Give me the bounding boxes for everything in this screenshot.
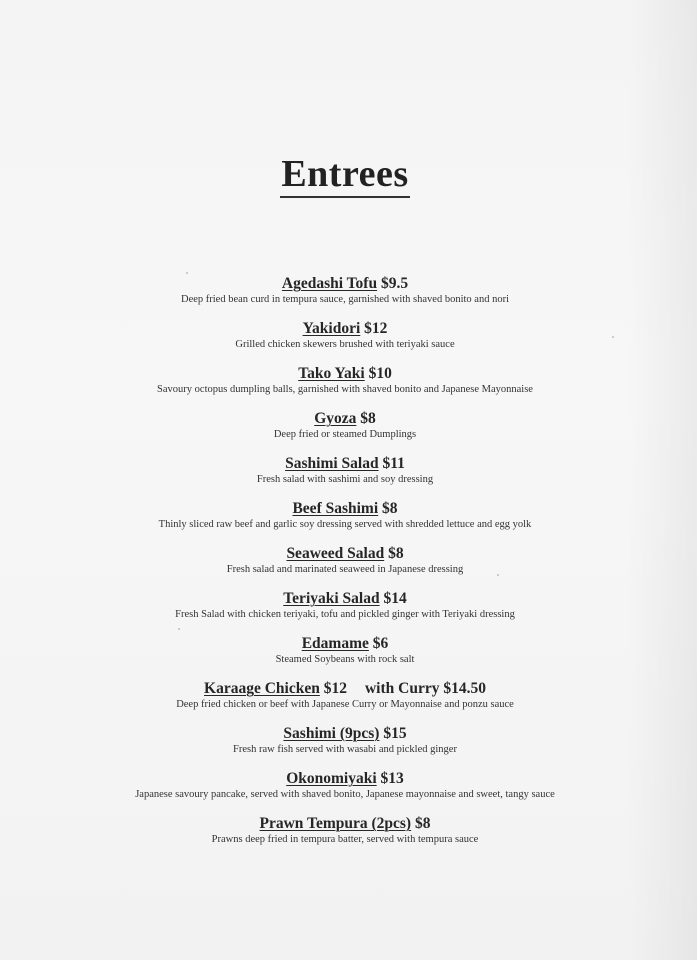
item-heading [0, 364, 690, 383]
item-description: Prawns deep fried in tempura batter, served with tempura sauce [211, 834, 479, 845]
item-name: Agedashi Tofu [281, 275, 378, 292]
item-price: $6 [372, 635, 389, 652]
item-price: $14 [383, 590, 407, 607]
item-price: $8 [360, 410, 376, 427]
paper-speck [178, 628, 180, 630]
item-description: Deep fried chicken or beef with Japanese Curry or Mayonnaise and ponzu sauce [176, 699, 514, 710]
item-name: Teriyaki Salad [283, 590, 380, 607]
item-heading [0, 274, 690, 293]
item-heading [0, 814, 690, 833]
item-price: $9.5 [380, 275, 409, 292]
item-price: $8 [382, 500, 398, 517]
item-price: $8 [388, 545, 404, 562]
menu-item [0, 634, 690, 679]
item-name: Edamame [301, 635, 369, 652]
item-description: Fresh raw fish served with wasabi and pickled ginger [233, 744, 457, 755]
item-name: Seaweed Salad [286, 545, 385, 562]
item-heading [0, 319, 690, 338]
item-price: $13 [380, 770, 404, 787]
item-heading [0, 589, 690, 608]
item-heading [0, 544, 690, 563]
item-price: $12 [364, 320, 388, 337]
menu-item [0, 724, 690, 769]
item-description: Deep fried bean curd in tempura sauce, garnished with shaved bonito and nori [180, 294, 510, 305]
item-name: Karaage Chicken [204, 680, 320, 697]
item-extra-option: with Curry $14.50 [364, 680, 486, 697]
item-heading [0, 454, 690, 473]
menu-item [0, 319, 690, 364]
paper-speck [186, 272, 188, 274]
menu-item [0, 454, 690, 499]
menu-item [0, 769, 690, 814]
item-price: $10 [368, 365, 392, 382]
item-price: $11 [382, 455, 405, 472]
item-heading [0, 409, 690, 428]
menu-list [0, 274, 690, 859]
paper-speck [612, 336, 614, 338]
item-name: Tako Yaki [298, 365, 365, 382]
item-description: Thinly sliced raw beef and garlic soy dressing served with shredded lettuce and egg yolk [158, 519, 532, 530]
item-name: Yakidori [302, 320, 361, 337]
item-name: Gyoza [314, 410, 357, 427]
menu-item [0, 679, 690, 724]
menu-item [0, 544, 690, 589]
item-description: Grilled chicken skewers brushed with teriyaki sauce [235, 339, 455, 350]
item-heading [0, 634, 690, 653]
page-title [0, 152, 690, 198]
item-heading [0, 769, 690, 788]
paper-speck [497, 574, 499, 576]
menu-item [0, 364, 690, 409]
item-heading [0, 499, 690, 518]
menu-item [0, 499, 690, 544]
item-description: Steamed Soybeans with rock salt [275, 654, 415, 665]
item-price: $15 [383, 725, 407, 742]
item-price: $12 [323, 680, 347, 697]
menu-item [0, 589, 690, 634]
item-description: Fresh Salad with chicken teriyaki, tofu and pickled ginger with Teriyaki dressing [175, 609, 515, 620]
title-text: Entrees [280, 155, 409, 198]
item-heading [0, 679, 690, 698]
item-name: Sashimi Salad [285, 455, 379, 472]
menu-item [0, 409, 690, 454]
menu-item [0, 274, 690, 319]
item-description: Japanese savoury pancake, served with shaved bonito, Japanese mayonnaise and sweet, tangy sauce [135, 789, 555, 800]
item-name: Prawn Tempura (2pcs) [259, 815, 412, 832]
item-description: Fresh salad with sashimi and soy dressing [256, 474, 434, 485]
menu-item [0, 814, 690, 859]
item-name: Beef Sashimi [292, 500, 379, 517]
item-description: Savoury octopus dumpling balls, garnished with shaved bonito and Japanese Mayonnaise [157, 384, 533, 395]
item-description: Fresh salad and marinated seaweed in Japanese dressing [226, 564, 464, 575]
item-price: $8 [414, 815, 431, 832]
item-description: Deep fried or steamed Dumplings [273, 429, 417, 440]
item-heading [0, 724, 690, 743]
item-name: Okonomiyaki [286, 770, 377, 787]
item-name: Sashimi (9pcs) [283, 725, 380, 742]
